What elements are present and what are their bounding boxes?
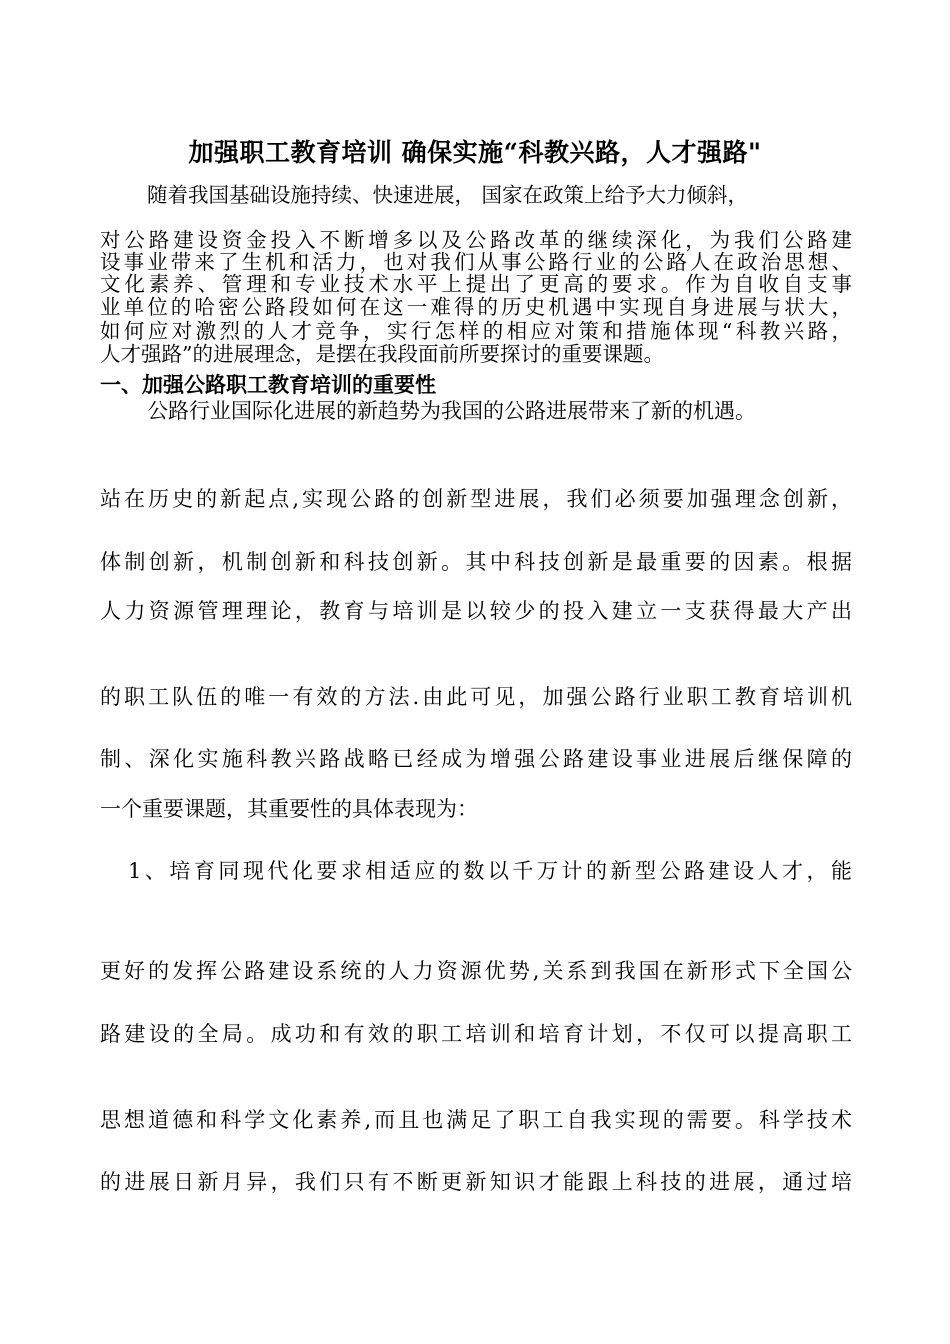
intro-line: 文化素养、管理和专业技术水平上提出了更高的要求。作为自收自支事	[100, 272, 852, 296]
section-heading: 一、加强公路职工教育培训的重要性	[100, 372, 436, 397]
document-title: 加强职工教育培训 确保实施“科教兴路，人才强路"	[188, 138, 762, 167]
body-line: 路建设的全局。成功和有效的职工培训和培育计划，不仅可以提高职工	[100, 1022, 852, 1046]
body-line: 体制创新，机制创新和科技创新。其中科技创新是最重要的因素。根据	[100, 550, 852, 574]
intro-line: 设事业带来了生机和活力，也对我们从事公路行业的公路人在政治思想、	[100, 250, 852, 274]
body-line: 思想道德和科学文化素养,而且也满足了职工自我实现的需要。科学技术	[100, 1108, 852, 1132]
body-line: 站在历史的新起点,实现公路的创新型进展，我们必须要加强理念创新，	[100, 487, 852, 511]
body-line: 的进展日新月异，我们只有不断更新知识才能跟上科技的进展，通过培	[100, 1170, 852, 1194]
intro-line: 业单位的哈密公路段如何在这一难得的历史机遇中实现自身进展与状大，	[100, 295, 852, 319]
body-line: 的职工队伍的唯一有效的方法.由此可见，加强公路行业职工教育培训机	[100, 685, 852, 709]
body-line: 更好的发挥公路建设系统的人力资源优势,关系到我国在新形式下全国公	[100, 959, 852, 983]
body-line: 一个重要课题，其重要性的具体表现为：	[100, 797, 478, 821]
intro-line: 如何应对激烈的人才竞争，实行怎样的相应对策和措施体现“科教兴路，	[100, 319, 852, 343]
intro-line: 人才强路”的进展理念，是摆在我段面前所要探讨的重要课题。	[100, 342, 664, 366]
body-line: 1、培育同现代化要求相适应的数以千万计的新型公路建设人才，能	[128, 859, 852, 883]
body-line: 公路行业国际化进展的新趋势为我国的公路进展带来了新的机遇。	[147, 399, 756, 423]
body-line: 人力资源管理理论，教育与培训是以较少的投入建立一支获得最大产出	[100, 599, 852, 623]
intro-line: 对公路建设资金投入不断增多以及公路改革的继续深化，为我们公路建	[100, 228, 852, 252]
body-line: 制、深化实施科教兴路战略已经成为增强公路建设事业进展后继保障的	[100, 747, 852, 771]
intro-line: 随着我国基础设施持续、快速进展， 国家在政策上给予大力倾斜，	[147, 183, 749, 207]
